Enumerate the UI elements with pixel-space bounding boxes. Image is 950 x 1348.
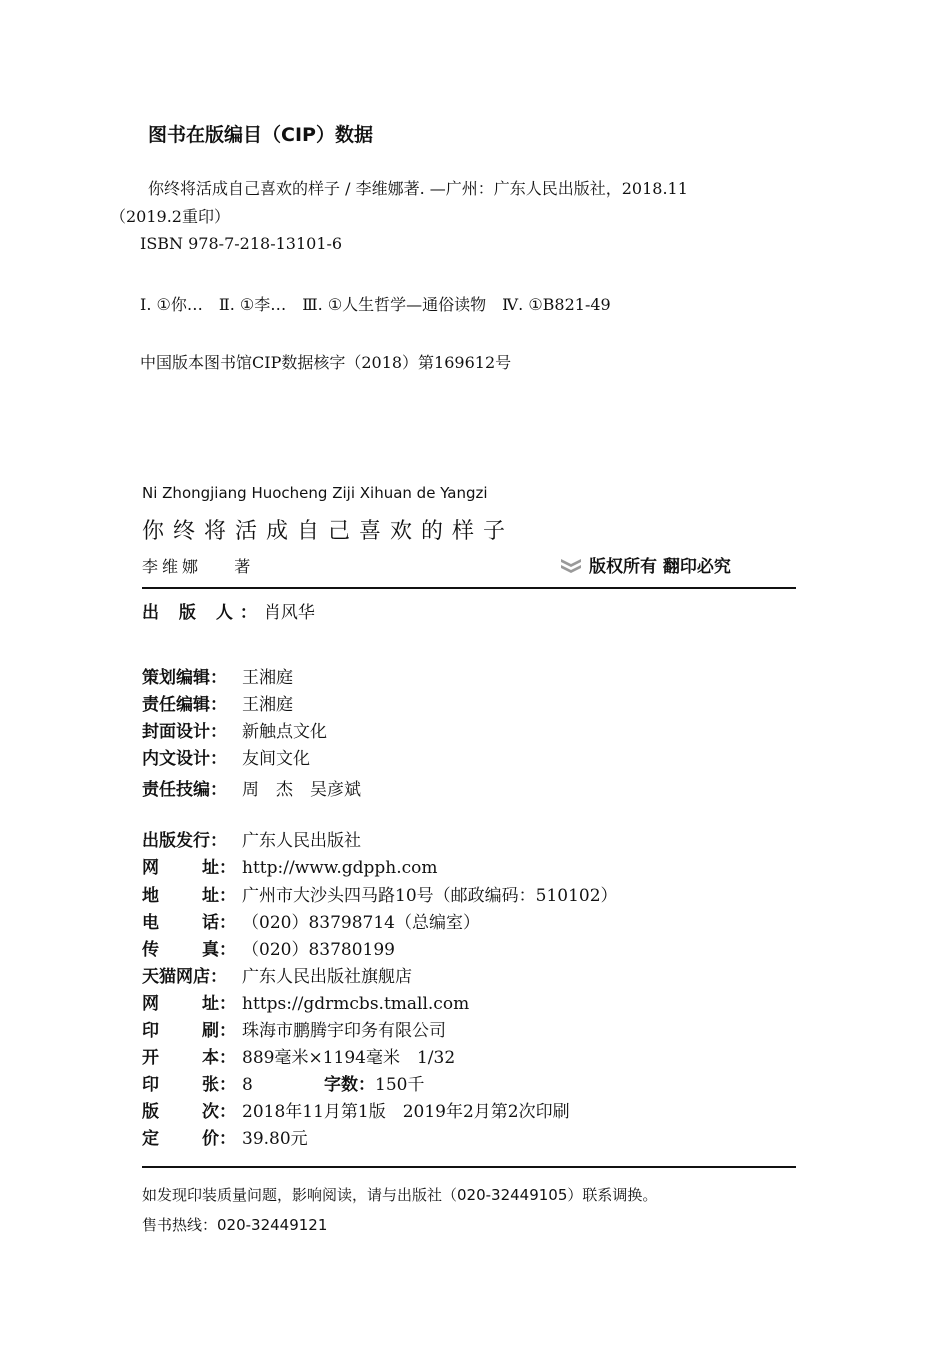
- detail-value: https://gdrmcbs.tmall.com: [242, 994, 470, 1014]
- detail-value: 珠海市鹏腾宇印务有限公司: [242, 1021, 446, 1041]
- chinese-title: 你终将活成自己喜欢的样子: [142, 519, 515, 544]
- detail-row: [142, 885, 618, 907]
- sales-hotline: 售书热线：020-32449121: [142, 1216, 328, 1234]
- detail-row: [142, 1020, 446, 1042]
- detail-value: 889毫米×1194毫米 1/32: [242, 1048, 456, 1068]
- cip-isbn: ISBN 978-7-218-13101-6: [140, 234, 343, 253]
- word-count-value: 150千: [375, 1075, 425, 1095]
- detail-row: [142, 1128, 308, 1150]
- editor-row: [142, 667, 293, 689]
- publisher-value: 肖风华: [263, 603, 315, 623]
- cip-title-line: 你终将活成自己喜欢的样子 / 李维娜著. —广州：广东人民出版社，2018.11: [148, 179, 688, 198]
- publisher-row: [142, 598, 315, 623]
- detail-label: 网 址：: [142, 994, 236, 1014]
- book-logo-icon: [560, 555, 582, 575]
- detail-row: [142, 1047, 455, 1069]
- cip-heading: 图书在版编目（CIP）数据: [148, 124, 373, 146]
- detail-value: http://www.gdpph.com: [242, 858, 438, 878]
- editor-value: 新触点文化: [242, 722, 327, 742]
- publisher-label: 出 版 人：: [142, 603, 264, 623]
- detail-label: 电 话：: [142, 913, 236, 933]
- detail-row: [142, 830, 361, 852]
- detail-label: 网 址：: [142, 858, 236, 878]
- detail-row: [142, 1074, 424, 1096]
- editor-value: 王湘庭: [242, 695, 293, 715]
- editor-label: 策划编辑：: [142, 668, 227, 688]
- top-divider: [142, 587, 796, 589]
- detail-row: [142, 966, 412, 988]
- editor-label: 内文设计：: [142, 749, 227, 769]
- detail-label: 传 真：: [142, 940, 236, 960]
- detail-value: （020）83798714（总编室）: [242, 913, 480, 933]
- detail-label: 定 价：: [142, 1129, 236, 1149]
- rights-text: 版权所有 翻印必究: [589, 557, 731, 577]
- detail-value: 广州市大沙头四马路10号（邮政编码：510102）: [242, 886, 618, 906]
- editor-row: [142, 748, 310, 770]
- detail-value: 8: [242, 1075, 253, 1095]
- detail-row: [142, 912, 480, 934]
- editor-value: 王湘庭: [242, 668, 293, 688]
- detail-row: [142, 939, 395, 961]
- pinyin-title: Ni Zhongjiang Huocheng Ziji Xihuan de Yangzi: [142, 484, 488, 502]
- detail-label: 版 次：: [142, 1102, 236, 1122]
- detail-value: （020）83780199: [242, 940, 395, 960]
- author-line: [142, 554, 254, 577]
- detail-label: 天猫网店：: [142, 967, 227, 987]
- quality-notice: 如发现印装质量问题，影响阅读，请与出版社（020-32449105）联系调换。: [142, 1186, 658, 1204]
- editor-label: 责任技编：: [142, 780, 227, 800]
- bottom-divider: [142, 1166, 796, 1168]
- detail-label: 开 本：: [142, 1048, 236, 1068]
- author-role: 著: [234, 557, 255, 576]
- editor-label: 责任编辑：: [142, 695, 227, 715]
- editor-row: [142, 779, 361, 801]
- detail-value: 广东人民出版社旗舰店: [242, 967, 412, 987]
- detail-label: 地 址：: [142, 886, 236, 906]
- word-count-label: 字数：: [324, 1075, 375, 1095]
- rights-notice: [560, 552, 731, 577]
- detail-row: [142, 993, 469, 1015]
- detail-row: [142, 1101, 570, 1123]
- editor-value: 周 杰 吴彦斌: [242, 780, 361, 800]
- detail-value: 2018年11月第1版 2019年2月第2次印刷: [242, 1102, 570, 1122]
- detail-label: 出版发行：: [142, 831, 227, 851]
- detail-value: 39.80元: [242, 1129, 308, 1149]
- editor-row: [142, 721, 327, 743]
- detail-label: 印 刷：: [142, 1021, 236, 1041]
- editor-label: 封面设计：: [142, 722, 227, 742]
- detail-value: 广东人民出版社: [242, 831, 361, 851]
- author-name: 李维娜: [142, 557, 203, 576]
- editor-row: [142, 694, 293, 716]
- detail-row: [142, 857, 437, 879]
- cip-classification: Ⅰ. ①你… Ⅱ. ①李… Ⅲ. ①人生哲学—通俗读物 Ⅳ. ①B821-49: [140, 295, 611, 314]
- cip-number: 中国版本图书馆CIP数据核字（2018）第169612号: [140, 353, 512, 372]
- editor-value: 友间文化: [242, 749, 310, 769]
- detail-label: 印 张：: [142, 1075, 236, 1095]
- cip-reprint-line: （2019.2重印）: [110, 207, 230, 226]
